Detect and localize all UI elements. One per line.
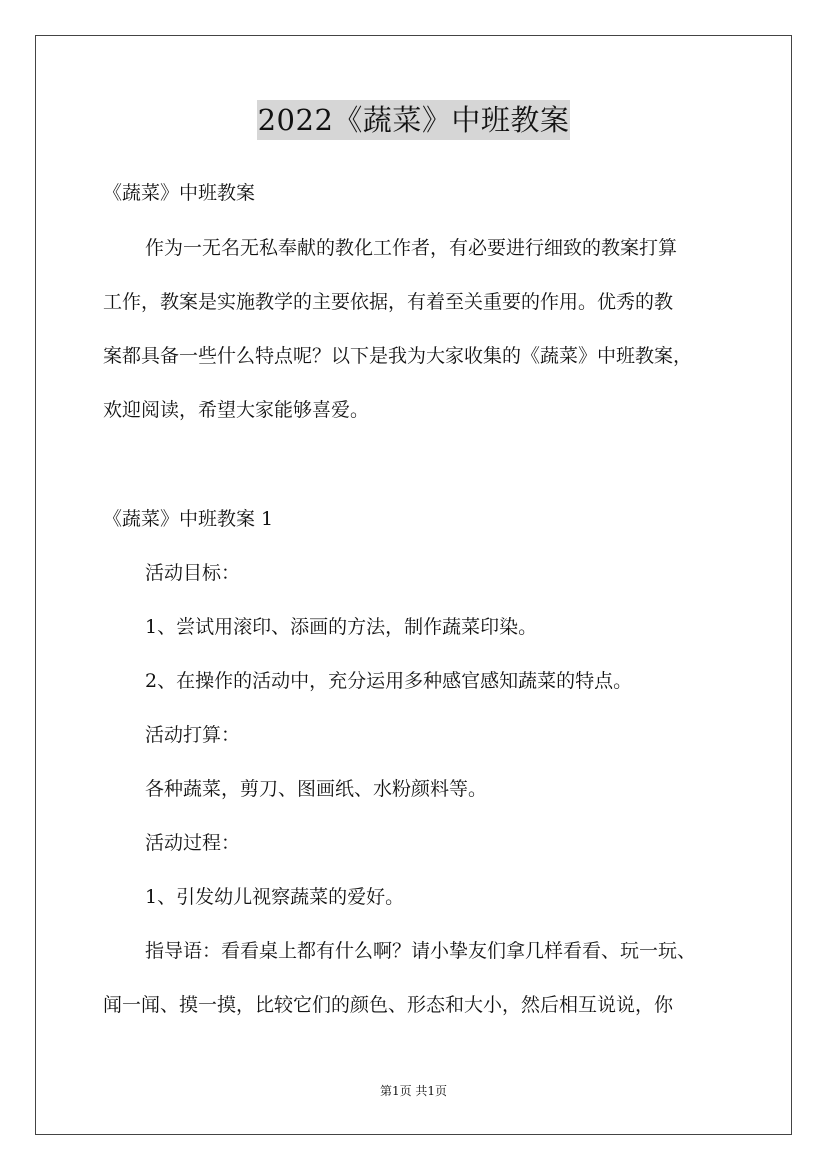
section-line: 指导语：看看桌上都有什么啊？请小挚友们拿几样看看、玩一玩、 — [145, 940, 697, 962]
intro-line-4: 欢迎阅读，希望大家能够喜爱。 — [103, 399, 370, 421]
section-line: 各种蔬菜，剪刀、图画纸、水粉颜料等。 — [145, 778, 488, 800]
document-title-block — [0, 100, 827, 140]
page-footer: 第1页 共1页 — [379, 1084, 448, 1098]
document-title: 2022《蔬菜》中班教案 — [257, 100, 571, 140]
subtitle: 《蔬菜》中班教案 — [103, 182, 256, 204]
intro-line-1: 作为一无名无私奉献的教化工作者，有必要进行细致的教案打算 — [145, 237, 678, 259]
intro-line-2: 工作，教案是实施教学的主要依据，有着至关重要的作用。优秀的教 — [103, 291, 674, 313]
section-heading: 《蔬菜》中班教案 1 — [103, 508, 274, 530]
section-line: 1、尝试用滚印、添画的方法，制作蔬菜印染。 — [145, 616, 538, 638]
section-line: 2、在操作的活动中，充分运用多种感官感知蔬菜的特点。 — [145, 670, 633, 692]
section-line: 活动打算： — [145, 724, 241, 746]
section-line-last: 闻一闻、摸一摸，比较它们的颜色、形态和大小，然后相互说说，你 — [103, 994, 674, 1016]
section-line: 活动过程： — [145, 832, 241, 854]
intro-line-3: 案都具备一些什么特点呢？以下是我为大家收集的《蔬菜》中班教案， — [103, 345, 693, 367]
section-line: 1、引发幼儿视察蔬菜的爱好。 — [145, 886, 405, 908]
section-line: 活动目标： — [145, 562, 241, 584]
